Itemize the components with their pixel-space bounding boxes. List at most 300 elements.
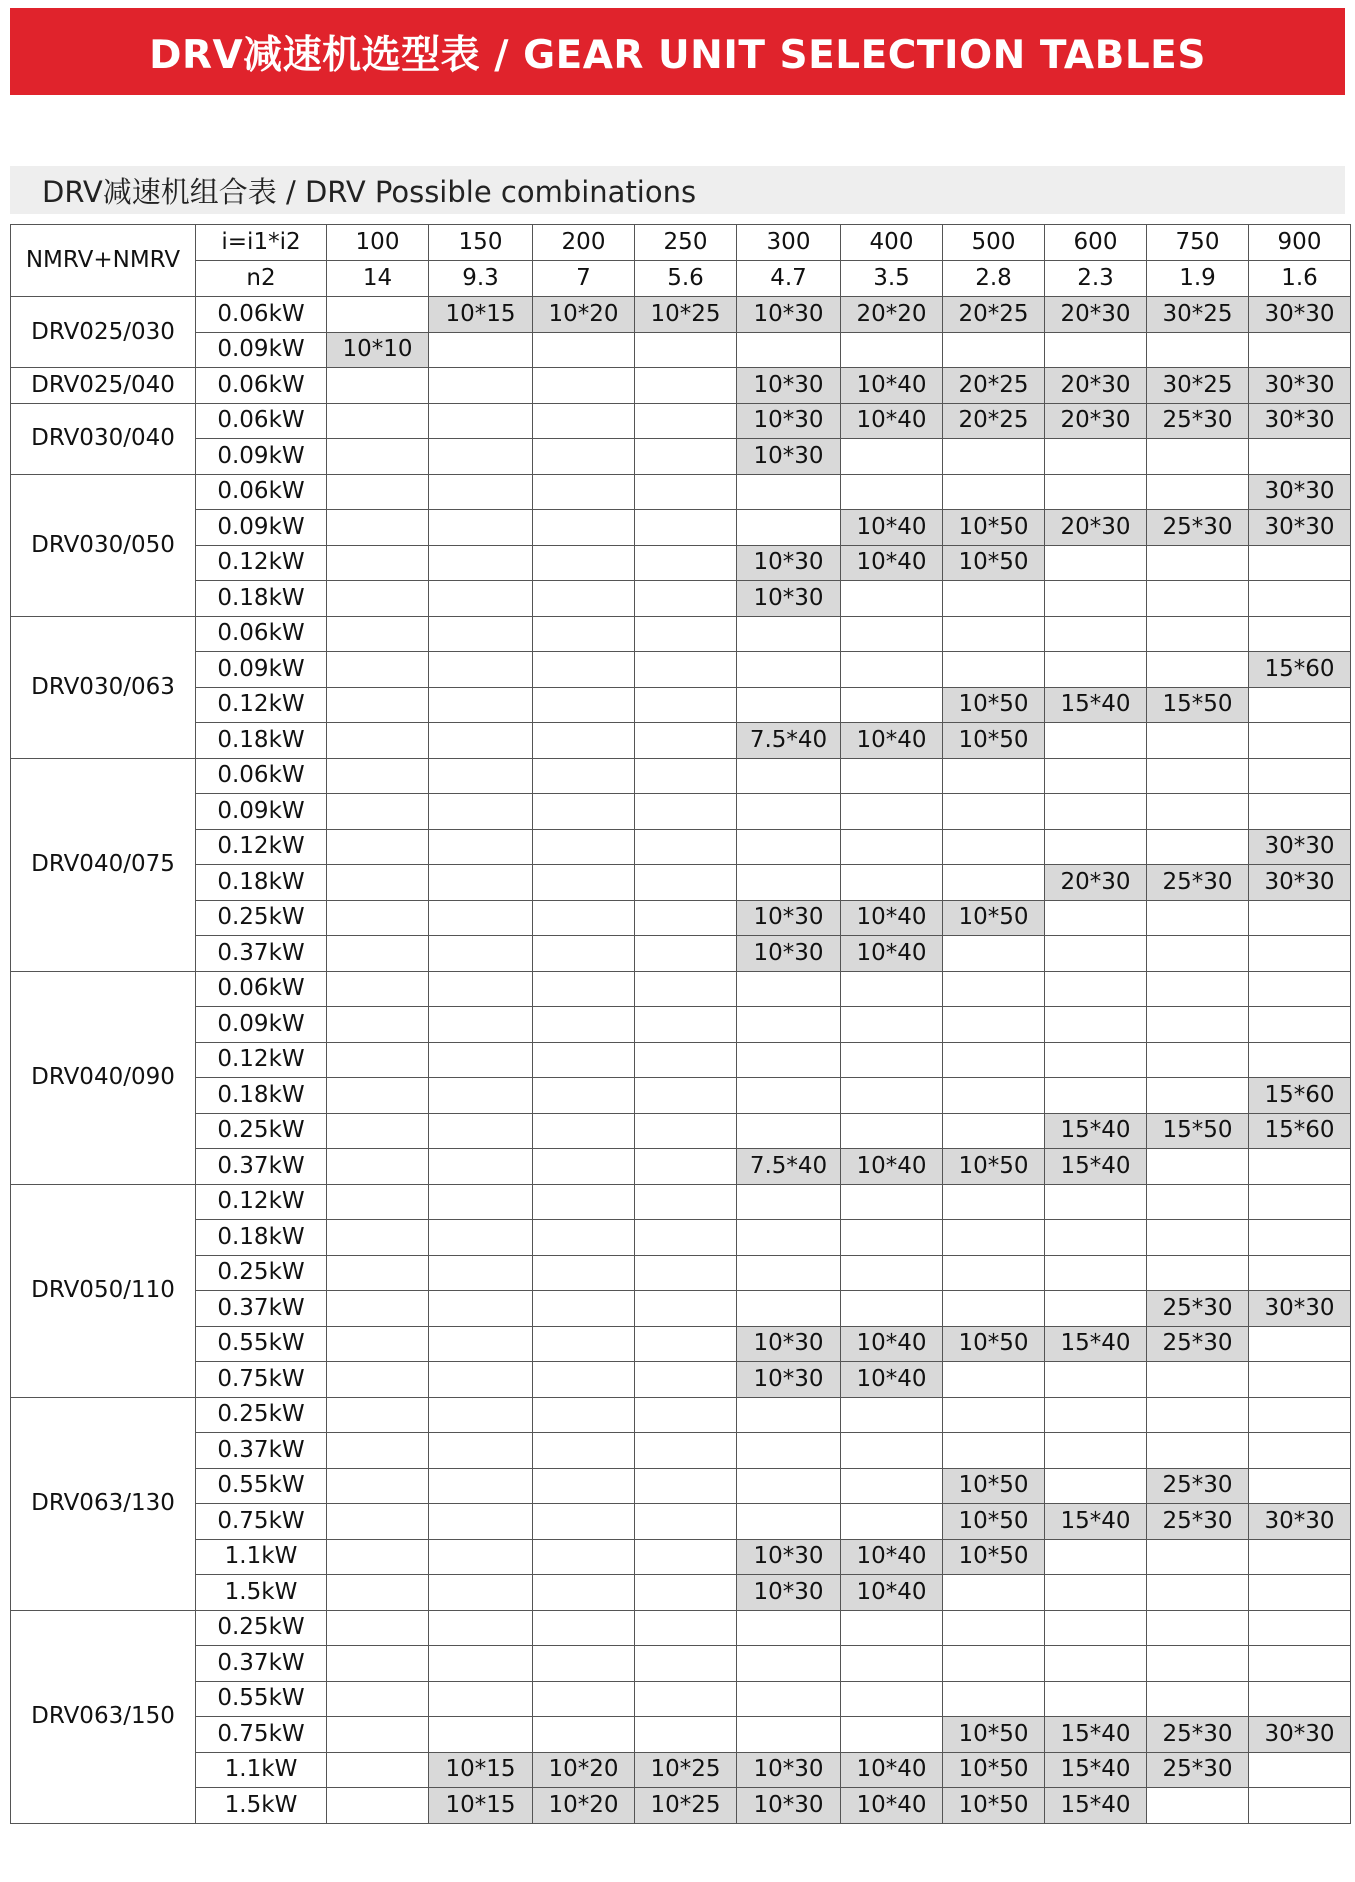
combination-cell: 30*30 — [1249, 510, 1351, 546]
combination-cell — [429, 545, 533, 581]
combination-cell — [1249, 1326, 1351, 1362]
table-row — [11, 1539, 1351, 1575]
table-row — [11, 581, 1351, 617]
combination-cell — [1045, 936, 1147, 972]
combination-cell — [1249, 1042, 1351, 1078]
combination-cell — [737, 616, 841, 652]
combination-cell: 10*30 — [737, 403, 841, 439]
combination-cell — [1045, 1468, 1147, 1504]
combination-cell: 10*40 — [841, 1788, 943, 1824]
combination-cell: 10*50 — [943, 545, 1045, 581]
combination-cell — [635, 1646, 737, 1682]
combination-cell — [327, 1255, 429, 1291]
combination-cell — [1045, 829, 1147, 865]
combination-cell: 10*30 — [737, 1575, 841, 1611]
combination-cell — [327, 1149, 429, 1185]
combination-cell — [841, 652, 943, 688]
combination-cell: 15*50 — [1147, 1113, 1249, 1149]
combination-cell — [1249, 581, 1351, 617]
combination-cell — [1249, 1610, 1351, 1646]
combination-cell — [429, 794, 533, 830]
combination-cell: 10*20 — [533, 297, 635, 333]
combination-cell — [327, 1504, 429, 1540]
model-cell: DRV025/040 — [11, 368, 196, 404]
combination-cell — [429, 687, 533, 723]
power-cell: 0.12kW — [196, 687, 327, 723]
combination-cell — [1249, 1468, 1351, 1504]
combination-cell: 10*30 — [737, 1788, 841, 1824]
power-cell: 0.75kW — [196, 1362, 327, 1398]
combination-cell — [737, 865, 841, 901]
table-row — [11, 1291, 1351, 1327]
combination-cell — [943, 936, 1045, 972]
combination-cell — [635, 1113, 737, 1149]
combination-cell — [943, 1007, 1045, 1043]
combination-cell — [635, 368, 737, 404]
combination-cell — [327, 1220, 429, 1256]
combination-cell: 10*50 — [943, 900, 1045, 936]
combination-cell: 10*50 — [943, 1788, 1045, 1824]
speed-header-cell: 3.5 — [841, 261, 943, 297]
speed-header-cell: 7 — [533, 261, 635, 297]
power-cell: 0.06kW — [196, 403, 327, 439]
power-cell: 0.12kW — [196, 1042, 327, 1078]
combination-cell — [533, 971, 635, 1007]
power-cell: 0.37kW — [196, 1646, 327, 1682]
combination-cell — [429, 332, 533, 368]
combination-cell: 20*30 — [1045, 510, 1147, 546]
selection-table — [10, 224, 1351, 1824]
combination-cell — [635, 971, 737, 1007]
combination-cell: 10*50 — [943, 1468, 1045, 1504]
combination-cell — [1249, 936, 1351, 972]
combination-cell — [635, 1184, 737, 1220]
combination-cell — [327, 297, 429, 333]
combination-cell — [533, 1681, 635, 1717]
combination-cell — [327, 1468, 429, 1504]
combination-cell — [1249, 1433, 1351, 1469]
combination-cell — [429, 971, 533, 1007]
combination-cell: 30*30 — [1249, 1291, 1351, 1327]
combination-cell: 15*40 — [1045, 1788, 1147, 1824]
combination-cell — [533, 723, 635, 759]
combination-cell — [1147, 1255, 1249, 1291]
combination-cell — [1147, 1184, 1249, 1220]
power-cell: 0.55kW — [196, 1681, 327, 1717]
power-cell: 0.06kW — [196, 616, 327, 652]
combination-cell — [1045, 1397, 1147, 1433]
speed-header-cell: 9.3 — [429, 261, 533, 297]
combination-cell — [1147, 474, 1249, 510]
combination-cell — [1147, 1220, 1249, 1256]
table-row — [11, 1078, 1351, 1114]
combination-cell: 10*50 — [943, 510, 1045, 546]
combination-cell — [533, 1220, 635, 1256]
combination-cell — [737, 1646, 841, 1682]
combination-cell — [1249, 687, 1351, 723]
combination-cell — [1147, 1646, 1249, 1682]
combination-cell — [635, 403, 737, 439]
combination-cell — [533, 1184, 635, 1220]
combination-cell: 15*60 — [1249, 1113, 1351, 1149]
combination-cell — [635, 1291, 737, 1327]
combination-cell — [429, 1362, 533, 1398]
combination-cell: 10*50 — [943, 1717, 1045, 1753]
combination-cell — [1045, 439, 1147, 475]
combination-cell — [327, 474, 429, 510]
combination-cell: 25*30 — [1147, 403, 1249, 439]
power-cell: 0.18kW — [196, 581, 327, 617]
combination-cell: 25*30 — [1147, 1326, 1249, 1362]
combination-cell — [533, 1007, 635, 1043]
combination-cell — [943, 1042, 1045, 1078]
combination-cell: 10*50 — [943, 1539, 1045, 1575]
table-row — [11, 403, 1351, 439]
combination-cell: 10*50 — [943, 723, 1045, 759]
combination-cell — [841, 1397, 943, 1433]
power-cell: 0.09kW — [196, 510, 327, 546]
combination-cell — [1147, 1078, 1249, 1114]
model-cell: DRV030/063 — [11, 616, 196, 758]
combination-cell — [737, 1397, 841, 1433]
combination-cell — [841, 1220, 943, 1256]
combination-cell — [1147, 1575, 1249, 1611]
combination-cell — [635, 1504, 737, 1540]
combination-cell — [327, 1326, 429, 1362]
combination-cell — [635, 1397, 737, 1433]
table-row — [11, 687, 1351, 723]
combination-cell — [841, 687, 943, 723]
combination-cell — [429, 368, 533, 404]
combination-cell — [533, 368, 635, 404]
combination-cell — [533, 1397, 635, 1433]
combination-cell: 10*40 — [841, 900, 943, 936]
combination-cell — [1249, 1007, 1351, 1043]
combination-cell — [1045, 1681, 1147, 1717]
combination-cell — [429, 1220, 533, 1256]
combination-cell — [429, 616, 533, 652]
combination-cell — [327, 439, 429, 475]
model-cell: DRV063/150 — [11, 1610, 196, 1823]
ratio-header-cell: 900 — [1249, 225, 1351, 261]
combination-cell: 15*40 — [1045, 1717, 1147, 1753]
combination-cell: 10*20 — [533, 1752, 635, 1788]
combination-cell — [1147, 1397, 1249, 1433]
power-cell: 0.09kW — [196, 332, 327, 368]
combination-cell — [327, 829, 429, 865]
combination-cell — [327, 1078, 429, 1114]
combination-cell — [429, 1681, 533, 1717]
combination-cell — [635, 545, 737, 581]
combination-cell — [1045, 581, 1147, 617]
combination-cell — [943, 332, 1045, 368]
combination-cell — [429, 936, 533, 972]
combination-cell — [1045, 1255, 1147, 1291]
combination-cell — [1147, 829, 1249, 865]
combination-cell: 25*30 — [1147, 1504, 1249, 1540]
combination-cell — [841, 1042, 943, 1078]
combination-cell — [327, 510, 429, 546]
combination-cell — [1249, 1362, 1351, 1398]
combination-cell — [1249, 758, 1351, 794]
combination-cell — [1249, 616, 1351, 652]
speed-header-cell: 4.7 — [737, 261, 841, 297]
combination-cell: 15*60 — [1249, 652, 1351, 688]
speed-header-cell: 2.8 — [943, 261, 1045, 297]
combination-cell — [1147, 581, 1249, 617]
combination-cell — [635, 794, 737, 830]
combination-cell — [1147, 758, 1249, 794]
combination-cell: 30*30 — [1249, 829, 1351, 865]
power-cell: 0.25kW — [196, 1610, 327, 1646]
combination-cell — [327, 1752, 429, 1788]
combination-cell — [1045, 971, 1147, 1007]
combination-cell — [1045, 1078, 1147, 1114]
combination-cell — [635, 865, 737, 901]
combination-cell — [533, 1326, 635, 1362]
combination-cell: 20*30 — [1045, 368, 1147, 404]
combination-cell: 10*40 — [841, 1149, 943, 1185]
combination-cell — [943, 1291, 1045, 1327]
combination-cell — [943, 865, 1045, 901]
combination-cell — [429, 1575, 533, 1611]
combination-cell — [1147, 1042, 1249, 1078]
table-row — [11, 1610, 1351, 1646]
combination-cell — [1045, 1362, 1147, 1398]
combination-cell — [327, 865, 429, 901]
combination-cell — [737, 687, 841, 723]
table-row — [11, 1433, 1351, 1469]
combination-cell — [1045, 1042, 1147, 1078]
combination-cell — [737, 1007, 841, 1043]
combination-cell — [533, 1539, 635, 1575]
power-cell: 0.06kW — [196, 474, 327, 510]
combination-cell — [635, 687, 737, 723]
combination-cell — [841, 1255, 943, 1291]
combination-cell — [429, 865, 533, 901]
combination-cell — [1045, 723, 1147, 759]
combination-cell — [327, 1433, 429, 1469]
combination-cell: 25*30 — [1147, 1291, 1249, 1327]
table-row — [11, 1681, 1351, 1717]
combination-cell: 30*30 — [1249, 297, 1351, 333]
combination-cell: 10*40 — [841, 1752, 943, 1788]
combination-cell — [737, 1681, 841, 1717]
ratio-header-cell: 400 — [841, 225, 943, 261]
combination-cell — [1147, 723, 1249, 759]
table-row — [11, 723, 1351, 759]
combination-cell: 10*30 — [737, 581, 841, 617]
combination-cell: 25*30 — [1147, 1717, 1249, 1753]
combination-cell — [943, 1646, 1045, 1682]
combination-cell — [1249, 1575, 1351, 1611]
combination-cell — [429, 1539, 533, 1575]
combination-cell — [635, 581, 737, 617]
power-cell: 0.75kW — [196, 1717, 327, 1753]
combination-cell — [635, 1255, 737, 1291]
combination-cell — [635, 1539, 737, 1575]
combination-cell — [1045, 1433, 1147, 1469]
combination-cell — [533, 1575, 635, 1611]
combination-cell: 10*25 — [635, 1752, 737, 1788]
combination-cell — [635, 1042, 737, 1078]
combination-cell — [429, 1078, 533, 1114]
combination-cell: 25*30 — [1147, 1752, 1249, 1788]
combination-cell — [429, 900, 533, 936]
combination-cell — [1147, 1681, 1249, 1717]
power-cell: 0.06kW — [196, 297, 327, 333]
power-cell: 0.18kW — [196, 723, 327, 759]
combination-cell: 10*30 — [737, 368, 841, 404]
combination-cell — [737, 1610, 841, 1646]
combination-cell: 10*25 — [635, 1788, 737, 1824]
combination-cell — [1147, 1149, 1249, 1185]
combination-cell — [327, 1007, 429, 1043]
combination-cell — [429, 1149, 533, 1185]
combination-cell — [1147, 1007, 1249, 1043]
power-cell: 0.06kW — [196, 971, 327, 1007]
combination-cell — [1045, 1007, 1147, 1043]
table-row — [11, 545, 1351, 581]
ratio-header-cell: 150 — [429, 225, 533, 261]
combination-cell — [429, 510, 533, 546]
combination-cell — [943, 616, 1045, 652]
combination-cell: 20*25 — [943, 297, 1045, 333]
combination-cell — [841, 332, 943, 368]
combination-cell — [1045, 1220, 1147, 1256]
table-row — [11, 794, 1351, 830]
power-cell: 0.09kW — [196, 652, 327, 688]
ratio-header-cell: 200 — [533, 225, 635, 261]
combination-cell — [635, 936, 737, 972]
table-row — [11, 900, 1351, 936]
combination-cell — [841, 1007, 943, 1043]
combination-cell — [1147, 545, 1249, 581]
combination-cell — [943, 1113, 1045, 1149]
combination-cell — [327, 723, 429, 759]
combination-cell — [841, 1291, 943, 1327]
combination-cell — [1249, 794, 1351, 830]
combination-cell: 10*40 — [841, 403, 943, 439]
combination-cell: 10*30 — [737, 439, 841, 475]
speed-label: n2 — [196, 261, 327, 297]
combination-cell — [635, 758, 737, 794]
table-row — [11, 368, 1351, 404]
combination-cell — [429, 829, 533, 865]
combination-cell — [841, 1717, 943, 1753]
combination-cell — [841, 971, 943, 1007]
combination-cell — [533, 829, 635, 865]
combination-cell: 10*15 — [429, 297, 533, 333]
table-row — [11, 1575, 1351, 1611]
combination-cell: 20*25 — [943, 368, 1045, 404]
combination-cell: 10*30 — [737, 1326, 841, 1362]
combination-cell — [1249, 1788, 1351, 1824]
combination-cell — [429, 1291, 533, 1327]
model-cell: DRV040/075 — [11, 758, 196, 971]
combination-cell — [327, 1610, 429, 1646]
combination-cell — [1147, 1539, 1249, 1575]
combination-cell — [737, 1717, 841, 1753]
combination-cell — [533, 1255, 635, 1291]
combination-cell — [1045, 1184, 1147, 1220]
combination-cell — [943, 1681, 1045, 1717]
combination-cell — [429, 439, 533, 475]
combination-cell — [429, 403, 533, 439]
combination-cell: 20*30 — [1045, 403, 1147, 439]
combination-cell — [533, 1504, 635, 1540]
combination-cell — [1249, 332, 1351, 368]
combination-cell — [1045, 900, 1147, 936]
combination-cell — [635, 900, 737, 936]
combination-cell — [943, 1078, 1045, 1114]
combination-cell — [533, 439, 635, 475]
table-row — [11, 1042, 1351, 1078]
combination-cell: 10*20 — [533, 1788, 635, 1824]
combination-cell — [943, 1220, 1045, 1256]
combination-cell — [533, 1042, 635, 1078]
combination-cell — [533, 758, 635, 794]
table-row — [11, 1468, 1351, 1504]
combination-cell — [327, 1113, 429, 1149]
combination-cell — [327, 1539, 429, 1575]
page-header-banner — [10, 8, 1345, 95]
ratio-header-cell: 250 — [635, 225, 737, 261]
power-cell: 1.5kW — [196, 1788, 327, 1824]
combination-cell — [327, 1042, 429, 1078]
combination-cell: 25*30 — [1147, 1468, 1249, 1504]
combination-cell — [429, 1007, 533, 1043]
section-header — [10, 166, 1345, 214]
model-cell: DRV030/050 — [11, 474, 196, 616]
combination-cell — [429, 1468, 533, 1504]
power-cell: 1.5kW — [196, 1575, 327, 1611]
table-row — [11, 1220, 1351, 1256]
speed-header-cell: 14 — [327, 261, 429, 297]
combination-cell — [1249, 971, 1351, 1007]
combination-cell — [943, 829, 1045, 865]
combination-cell — [1045, 545, 1147, 581]
combination-cell — [327, 652, 429, 688]
combination-cell — [943, 971, 1045, 1007]
table-row — [11, 1504, 1351, 1540]
combination-cell: 10*30 — [737, 1362, 841, 1398]
combination-cell — [1045, 332, 1147, 368]
ratio-label: i=i1*i2 — [196, 225, 327, 261]
model-cell: DRV040/090 — [11, 971, 196, 1184]
combination-cell: 15*40 — [1045, 1113, 1147, 1149]
ratio-header-row — [11, 225, 1351, 261]
combination-cell — [327, 1362, 429, 1398]
combination-cell — [737, 1504, 841, 1540]
combination-cell — [1147, 900, 1249, 936]
combination-cell — [1147, 439, 1249, 475]
combination-cell: 30*30 — [1249, 1504, 1351, 1540]
combination-cell: 10*30 — [737, 900, 841, 936]
combination-cell — [1147, 1362, 1249, 1398]
combination-cell: 30*30 — [1249, 403, 1351, 439]
combination-cell — [841, 474, 943, 510]
table-row — [11, 1184, 1351, 1220]
combination-cell — [327, 1646, 429, 1682]
combination-cell: 30*30 — [1249, 474, 1351, 510]
table-row — [11, 1326, 1351, 1362]
power-cell: 0.06kW — [196, 368, 327, 404]
combination-cell — [533, 794, 635, 830]
combination-cell — [327, 794, 429, 830]
power-cell: 0.37kW — [196, 936, 327, 972]
combination-cell — [327, 1397, 429, 1433]
